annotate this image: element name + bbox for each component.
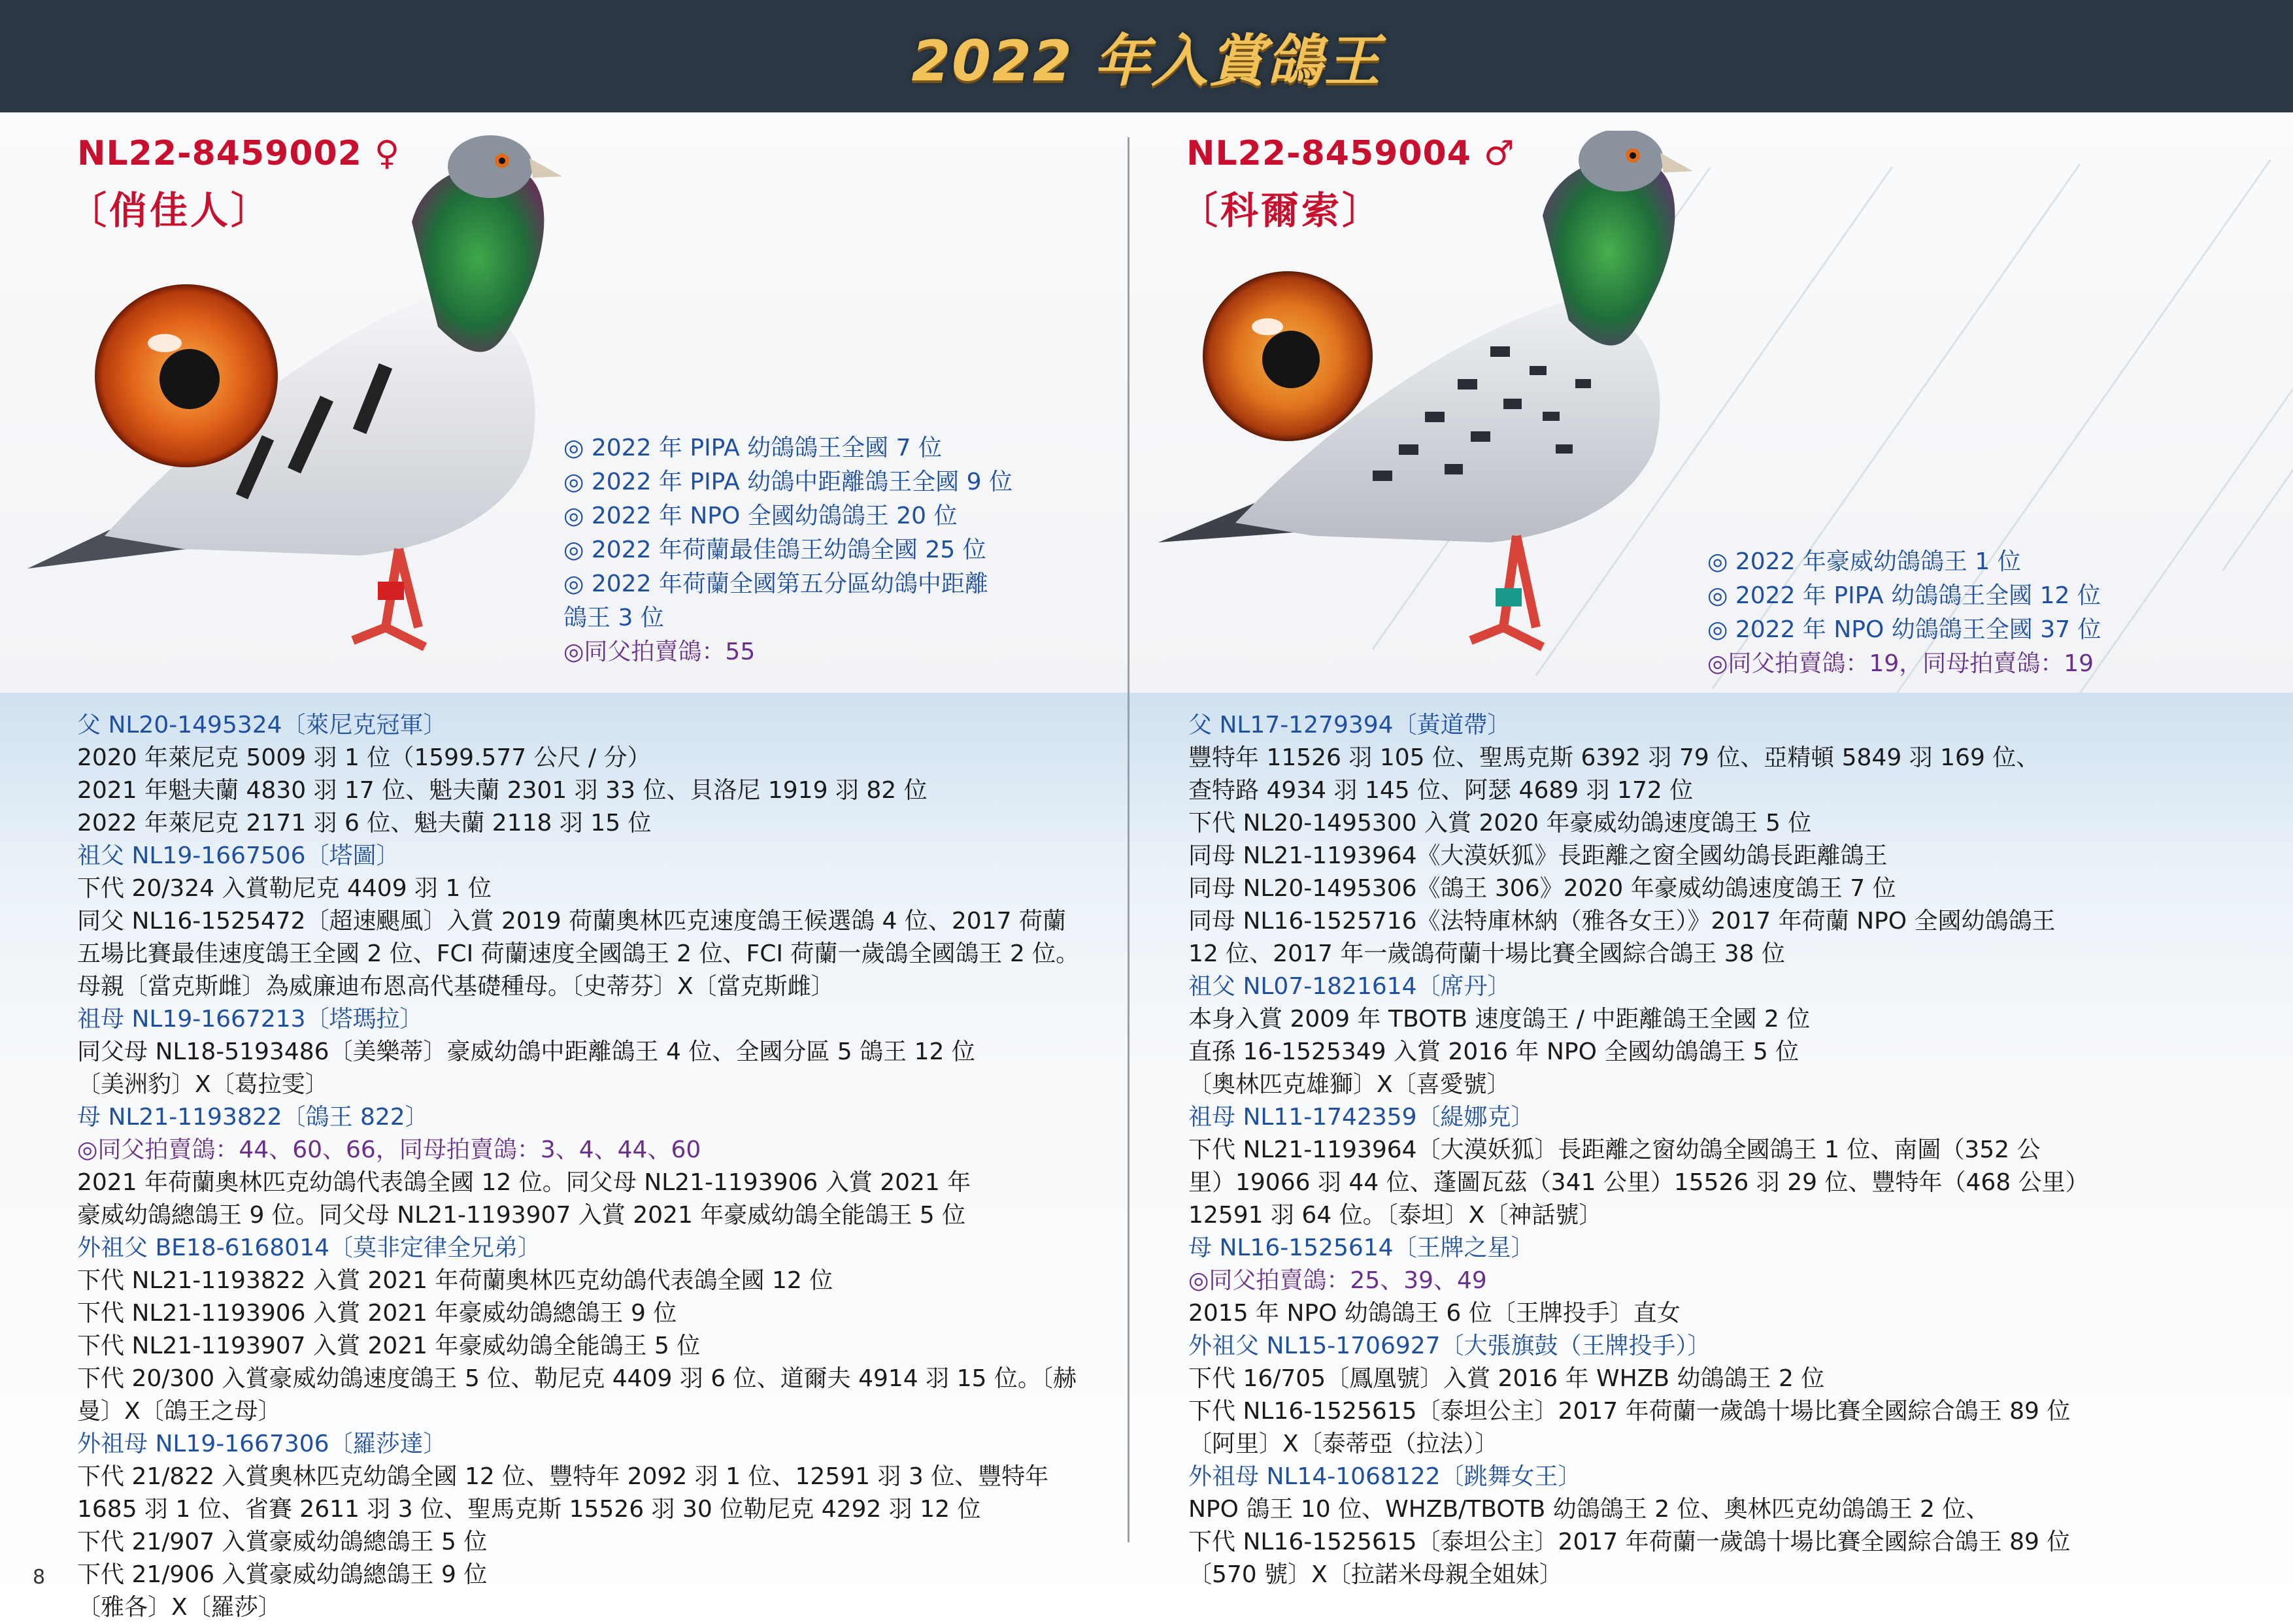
pedigree-line: 本身入賞 2009 年 TBOTB 速度鴿王 / 中距離鴿王全國 2 位 xyxy=(1188,1006,1811,1033)
grandsire-heading: 祖父 NL19-1667506〔塔圖〕 xyxy=(77,842,400,869)
pedigree-line: 同母 NL20-1495306《鴿王 306》2020 年豪威幼鴿速度鴿王 7 位 xyxy=(1188,875,1896,902)
auction-note: ◎同父拍賣鴿：44、60、66，同母拍賣鴿：3、4、44、60 xyxy=(77,1136,701,1163)
pedigree-line: 〔雅各〕X〔羅莎〕 xyxy=(77,1594,282,1621)
maternal-grandsire-heading: 外祖父 BE18-6168014〔莫非定律全兄弟〕 xyxy=(77,1235,542,1261)
pedigree-line: 查特路 4934 羽 145 位、阿瑟 4689 羽 172 位 xyxy=(1188,777,1694,804)
maternal-granddam-heading: 外祖母 NL14-1068122〔跳舞女王〕 xyxy=(1188,1463,1582,1490)
granddam-heading: 祖母 NL11-1742359〔緹娜克〕 xyxy=(1188,1104,1535,1131)
maternal-grandsire-heading: 外祖父 NL15-1706927〔大張旗鼓（王牌投手）〕 xyxy=(1188,1333,1711,1359)
right-pigeon-name: 〔科爾索〕 xyxy=(1180,188,1383,233)
pedigree-line: 〔570 號〕X〔拉諾米母親全姐妹〕 xyxy=(1188,1561,1563,1588)
granddam-heading: 祖母 NL19-1667213〔塔瑪拉〕 xyxy=(77,1006,424,1033)
pedigree-line: 〔阿里〕X〔泰蒂亞（拉法）〕 xyxy=(1188,1431,1499,1457)
grandsire-heading: 祖父 NL07-1821614〔席丹〕 xyxy=(1188,973,1511,1000)
pedigree-line: 下代 21/822 入賞奧林匹克幼鴿全國 12 位、豐特年 2092 羽 1 位、12591 羽 3 位、豐特年 xyxy=(77,1463,1049,1490)
pedigree-line: 下代 NL21-1193964〔大漠妖狐〕長距離之窗幼鴿全國鴿王 1 位、南圖（352 公 xyxy=(1188,1136,2041,1163)
pedigree-line: 下代 16/705〔鳳凰號〕入賞 2016 年 WHZB 幼鴿鴿王 2 位 xyxy=(1188,1365,1825,1392)
pedigree-line: 下代 NL20-1495300 入賞 2020 年豪威幼鴿速度鴿王 5 位 xyxy=(1188,810,1812,837)
right-awards xyxy=(1707,545,2101,681)
pedigree-line: 豪威幼鴿總鴿王 9 位。同父母 NL21-1193907 入賞 2021 年豪威幼鴿全能鴿王 5 位 xyxy=(77,1202,966,1229)
sire-heading: 父 NL17-1279394〔黃道帶〕 xyxy=(1188,712,1511,738)
auction-note: ◎同父拍賣鴿：19，同母拍賣鴿：19 xyxy=(1707,650,2094,677)
award-line: ◎ 2022 年 NPO 幼鴿鴿王全國 37 位 xyxy=(1707,616,2101,643)
pedigree-line: 下代 21/907 入賞豪威幼鴿總鴿王 5 位 xyxy=(77,1529,488,1555)
pedigree-line: 直孫 16-1525349 入賞 2016 年 NPO 全國幼鴿鴿王 5 位 xyxy=(1188,1038,1799,1065)
award-line: ◎ 2022 年豪威幼鴿鴿王 1 位 xyxy=(1707,548,2021,575)
pedigree-line: 同父母 NL18-5193486〔美樂蒂〕豪威幼鴿中距離鴿王 4 位、全國分區 5 鴿王 12 位 xyxy=(77,1038,975,1065)
page-number: 8 xyxy=(33,1566,46,1589)
pedigree-line: 12 位、2017 年一歲鴿荷蘭十場比賽全國綜合鴿王 38 位 xyxy=(1188,940,1786,967)
left-ring-number: NL22-8459002 ♀ xyxy=(77,134,401,173)
right-pedigree xyxy=(1188,709,2089,1591)
pedigree-line: 〔美洲豹〕X〔葛拉雯〕 xyxy=(77,1071,329,1098)
pedigree-line: 2022 年萊尼克 2171 羽 6 位、魁夫蘭 2118 羽 15 位 xyxy=(77,810,652,837)
pedigree-line: 1685 羽 1 位、省賽 2611 羽 3 位、聖馬克斯 15526 羽 30 位勒尼克 4292 羽 12 位 xyxy=(77,1496,981,1523)
pedigree-line: 曼〕X〔鴿王之母〕 xyxy=(77,1398,282,1425)
pedigree-line: 下代 NL21-1193822 入賞 2021 年荷蘭奧林匹克幼鴿代表鴿全國 12 位 xyxy=(77,1267,833,1294)
decor-stripe xyxy=(2222,249,2293,571)
pedigree-line: 下代 21/906 入賞豪威幼鴿總鴿王 9 位 xyxy=(77,1561,488,1588)
maternal-granddam-heading: 外祖母 NL19-1667306〔羅莎達〕 xyxy=(77,1431,447,1457)
page-title: 2022 年入賞鴿王 xyxy=(911,29,1382,94)
right-ring-number: NL22-8459004 ♂ xyxy=(1186,134,1515,173)
dam-heading: 母 NL21-1193822〔鴿王 822〕 xyxy=(77,1104,429,1131)
pedigree-line: 〔奧林匹克雄獅〕X〔喜愛號〕 xyxy=(1188,1071,1511,1098)
left-pedigree xyxy=(77,709,1079,1624)
award-line: ◎ 2022 年荷蘭最佳鴿王幼鴿全國 25 位 xyxy=(563,537,986,563)
eye-illustration xyxy=(92,281,281,471)
pedigree-line: 下代 20/324 入賞勒尼克 4409 羽 1 位 xyxy=(77,875,492,902)
pedigree-line: 同母 NL21-1193964《大漠妖狐》長距離之窗全國幼鴿長距離鴿王 xyxy=(1188,842,1888,869)
pedigree-line: 同父 NL16-1525472〔超速颶風〕入賞 2019 荷蘭奧林匹克速度鴿王候選鴿 4 位、2017 荷蘭 xyxy=(77,908,1066,935)
award-line: ◎ 2022 年 PIPA 幼鴿鴿王全國 12 位 xyxy=(1707,582,2101,609)
left-awards xyxy=(563,431,1013,669)
pedigree-line: 2015 年 NPO 幼鴿鴿王 6 位〔王牌投手〕直女 xyxy=(1188,1300,1681,1327)
award-line: ◎ 2022 年 NPO 全國幼鴿鴿王 20 位 xyxy=(563,503,958,529)
award-line: ◎ 2022 年荷蘭全國第五分區幼鴿中距離 xyxy=(563,571,988,597)
pedigree-line: 下代 NL16-1525615〔泰坦公主〕2017 年荷蘭一歲鴿十場比賽全國綜合鴿王 89 位 xyxy=(1188,1529,2071,1555)
pedigree-line: 2020 年萊尼克 5009 羽 1 位（1599.577 公尺 / 分） xyxy=(77,744,651,771)
pedigree-line: 五場比賽最佳速度鴿王全國 2 位、FCI 荷蘭速度全國鴿王 2 位、FCI 荷蘭一歲鴿全國鴿王 2 位。 xyxy=(77,940,1080,967)
left-pigeon-name: 〔俏佳人〕 xyxy=(69,188,272,233)
pedigree-line: 母親〔當克斯雌〕為威廉迪布恩高代基礎種母。〔史蒂芬〕X〔當克斯雌〕 xyxy=(77,973,835,1000)
pedigree-line: NPO 鴿王 10 位、WHZB/TBOTB 幼鴿鴿王 2 位、奧林匹克幼鴿鴿王 2 位、 xyxy=(1188,1496,1990,1523)
auction-note: ◎同父拍賣鴿：25、39、49 xyxy=(1188,1267,1487,1294)
pedigree-line: 2021 年荷蘭奧林匹克幼鴿代表鴿全國 12 位。同父母 NL21-1193906 入賞 2021 年 xyxy=(77,1169,971,1196)
pedigree-line: 同母 NL16-1525716《法特庫林納（雅各女王）》2017 年荷蘭 NPO 全國幼鴿鴿王 xyxy=(1188,908,2056,935)
pedigree-line: 2021 年魁夫蘭 4830 羽 17 位、魁夫蘭 2301 羽 33 位、貝洛尼 1919 羽 82 位 xyxy=(77,777,928,804)
pedigree-line: 下代 NL16-1525615〔泰坦公主〕2017 年荷蘭一歲鴿十場比賽全國綜合鴿王 89 位 xyxy=(1188,1398,2071,1425)
pedigree-line: 下代 20/300 入賞豪威幼鴿速度鴿王 5 位、勒尼克 4409 羽 6 位、道爾夫 4914 羽 15 位。〔赫 xyxy=(77,1365,1077,1392)
pedigree-line: 下代 NL21-1193907 入賞 2021 年豪威幼鴿全能鴿王 5 位 xyxy=(77,1333,701,1359)
sire-heading: 父 NL20-1495324〔萊尼克冠軍〕 xyxy=(77,712,447,738)
decor-stripe xyxy=(2078,266,2293,693)
dam-heading: 母 NL16-1525614〔王牌之星〕 xyxy=(1188,1235,1535,1261)
column-divider xyxy=(1128,137,1130,1542)
award-line: ◎ 2022 年 PIPA 幼鴿中距離鴿王全國 9 位 xyxy=(563,469,1013,495)
pedigree-line: 里）19066 羽 44 位、蓬圖瓦茲（341 公里）15526 羽 29 位、豐特年（468 公里） xyxy=(1188,1169,2089,1196)
award-line: 鴿王 3 位 xyxy=(563,605,664,631)
pedigree-line: 12591 羽 64 位。〔泰坦〕X〔神話號〕 xyxy=(1188,1202,1603,1229)
award-line: ◎ 2022 年 PIPA 幼鴿鴿王全國 7 位 xyxy=(563,435,942,461)
pedigree-line: 下代 NL21-1193906 入賞 2021 年豪威幼鴿總鴿王 9 位 xyxy=(77,1300,677,1327)
auction-note: ◎同父拍賣鴿：55 xyxy=(563,638,756,665)
pedigree-line: 豐特年 11526 羽 105 位、聖馬克斯 6392 羽 79 位、亞精頓 5849 羽 169 位、 xyxy=(1188,744,2040,771)
eye-illustration xyxy=(1199,268,1376,444)
